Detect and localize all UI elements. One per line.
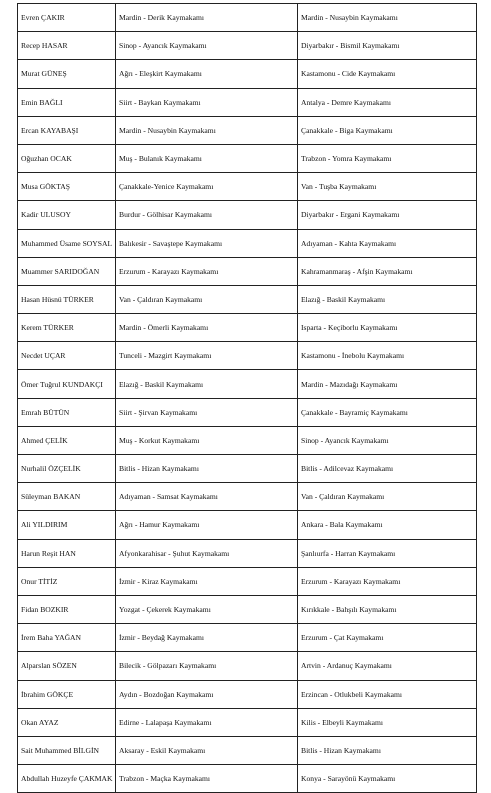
table-row [18,624,477,652]
table-row [18,708,477,736]
new-post-cell: Kahramanmaraş - Afşin Kaymakamı [298,257,477,285]
person-name-cell: Emrah BÜTÜN [18,398,116,426]
new-post-cell: Adıyaman - Kahta Kaymakamı [298,229,477,257]
table-row [18,60,477,88]
table-row [18,88,477,116]
current-post-cell: Elazığ - Baskil Kaymakamı [116,370,298,398]
table-row [18,426,477,454]
table-row [18,144,477,172]
table-row [18,539,477,567]
person-name-cell: Onur TİTİZ [18,567,116,595]
new-post-cell: Antalya - Demre Kaymakamı [298,88,477,116]
current-post-cell: Tunceli - Mazgirt Kaymakamı [116,342,298,370]
person-name-cell: Hasan Hüsnü TÜRKER [18,285,116,313]
table-row [18,285,477,313]
table-row [18,314,477,342]
current-post-cell: Adıyaman - Samsat Kaymakamı [116,483,298,511]
current-post-cell: Bilecik - Gölpazarı Kaymakamı [116,652,298,680]
table-row [18,342,477,370]
new-post-cell: Elazığ - Baskil Kaymakamı [298,285,477,313]
new-post-cell: Mardin - Nusaybin Kaymakamı [298,4,477,32]
table-row [18,229,477,257]
person-name-cell: Kadir ULUSOY [18,201,116,229]
current-post-cell: Sinop - Ayancık Kaymakamı [116,32,298,60]
new-post-cell: Artvin - Ardanuç Kaymakamı [298,652,477,680]
current-post-cell: Trabzon - Maçka Kaymakamı [116,765,298,793]
person-name-cell: Musa GÖKTAŞ [18,173,116,201]
person-name-cell: Necdet UÇAR [18,342,116,370]
person-name-cell: Alparslan SÖZEN [18,652,116,680]
current-post-cell: Ağrı - Hamur Kaymakamı [116,511,298,539]
current-post-cell: Mardin - Nusaybin Kaymakamı [116,116,298,144]
current-post-cell: Afyonkarahisar - Şuhut Kaymakamı [116,539,298,567]
new-post-cell: Van - Çaldıran Kaymakamı [298,483,477,511]
person-name-cell: Ali YILDIRIM [18,511,116,539]
new-post-cell: Şanlıurfa - Harran Kaymakamı [298,539,477,567]
current-post-cell: Erzurum - Karayazı Kaymakamı [116,257,298,285]
person-name-cell: Evren ÇAKIR [18,4,116,32]
person-name-cell: Abdullah Huzeyfe ÇAKMAK [18,765,116,793]
table-row [18,32,477,60]
current-post-cell: Van - Çaldıran Kaymakamı [116,285,298,313]
current-post-cell: Aksaray - Eskil Kaymakamı [116,736,298,764]
table-row [18,765,477,793]
current-post-cell: Çanakkale-Yenice Kaymakamı [116,173,298,201]
appointments-table [17,3,477,793]
appointments-table-body [18,4,477,793]
new-post-cell: Bitlis - Adilcevaz Kaymakamı [298,455,477,483]
new-post-cell: Çanakkale - Bayramiç Kaymakamı [298,398,477,426]
new-post-cell: Erzurum - Çat Kaymakamı [298,624,477,652]
table-row [18,398,477,426]
person-name-cell: Recep HASAR [18,32,116,60]
person-name-cell: Nurhalil ÖZÇELİK [18,455,116,483]
new-post-cell: Diyarbakır - Bismil Kaymakamı [298,32,477,60]
person-name-cell: Muhammed Üsame SOYSAL [18,229,116,257]
current-post-cell: Aydın - Bozdoğan Kaymakamı [116,680,298,708]
table-row [18,567,477,595]
new-post-cell: Mardin - Mazıdağı Kaymakamı [298,370,477,398]
current-post-cell: İzmir - Kiraz Kaymakamı [116,567,298,595]
person-name-cell: Sait Muhammed BİLGİN [18,736,116,764]
person-name-cell: Ercan KAYABAŞI [18,116,116,144]
table-row [18,173,477,201]
person-name-cell: Süleyman BAKAN [18,483,116,511]
current-post-cell: Ağrı - Eleşkirt Kaymakamı [116,60,298,88]
current-post-cell: Edirne - Lalapaşa Kaymakamı [116,708,298,736]
new-post-cell: Kırıkkale - Bahşılı Kaymakamı [298,595,477,623]
person-name-cell: Kerem TÜRKER [18,314,116,342]
new-post-cell: Çanakkale - Biga Kaymakamı [298,116,477,144]
new-post-cell: Trabzon - Yomra Kaymakamı [298,144,477,172]
table-row [18,4,477,32]
new-post-cell: Kastamonu - İnebolu Kaymakamı [298,342,477,370]
current-post-cell: Mardin - Ömerli Kaymakamı [116,314,298,342]
person-name-cell: Emin BAĞLI [18,88,116,116]
new-post-cell: Erzincan - Otlukbeli Kaymakamı [298,680,477,708]
table-row [18,201,477,229]
new-post-cell: Bitlis - Hizan Kaymakamı [298,736,477,764]
current-post-cell: Muş - Bulanık Kaymakamı [116,144,298,172]
new-post-cell: Van - Tuşba Kaymakamı [298,173,477,201]
new-post-cell: Konya - Sarayönü Kaymakamı [298,765,477,793]
new-post-cell: Kilis - Elbeyli Kaymakamı [298,708,477,736]
new-post-cell: Kastamonu - Cide Kaymakamı [298,60,477,88]
current-post-cell: Mardin - Derik Kaymakamı [116,4,298,32]
table-row [18,370,477,398]
person-name-cell: Murat GÜNEŞ [18,60,116,88]
person-name-cell: Oğuzhan OCAK [18,144,116,172]
new-post-cell: Erzurum - Karayazı Kaymakamı [298,567,477,595]
table-row [18,257,477,285]
table-row [18,736,477,764]
table-row [18,595,477,623]
table-row [18,483,477,511]
new-post-cell: Ankara - Bala Kaymakamı [298,511,477,539]
person-name-cell: Harun Reşit HAN [18,539,116,567]
current-post-cell: Balıkesir - Savaştepe Kaymakamı [116,229,298,257]
current-post-cell: İzmir - Beydağ Kaymakamı [116,624,298,652]
current-post-cell: Bitlis - Hizan Kaymakamı [116,455,298,483]
new-post-cell: Sinop - Ayancık Kaymakamı [298,426,477,454]
current-post-cell: Burdur - Gölhisar Kaymakamı [116,201,298,229]
person-name-cell: Ömer Tuğrul KUNDAKÇI [18,370,116,398]
current-post-cell: Siirt - Baykan Kaymakamı [116,88,298,116]
current-post-cell: Muş - Korkut Kaymakamı [116,426,298,454]
table-row [18,652,477,680]
new-post-cell: Diyarbakır - Ergani Kaymakamı [298,201,477,229]
person-name-cell: Okan AYAZ [18,708,116,736]
person-name-cell: Fidan BOZKIR [18,595,116,623]
person-name-cell: Muammer SARIDOĞAN [18,257,116,285]
person-name-cell: İrem Baha YAĞAN [18,624,116,652]
table-row [18,455,477,483]
current-post-cell: Siirt - Şirvan Kaymakamı [116,398,298,426]
table-row [18,511,477,539]
new-post-cell: Isparta - Keçiborlu Kaymakamı [298,314,477,342]
person-name-cell: İbrahim GÖKÇE [18,680,116,708]
table-row [18,680,477,708]
person-name-cell: Ahmed ÇELİK [18,426,116,454]
table-row [18,116,477,144]
current-post-cell: Yozgat - Çekerek Kaymakamı [116,595,298,623]
